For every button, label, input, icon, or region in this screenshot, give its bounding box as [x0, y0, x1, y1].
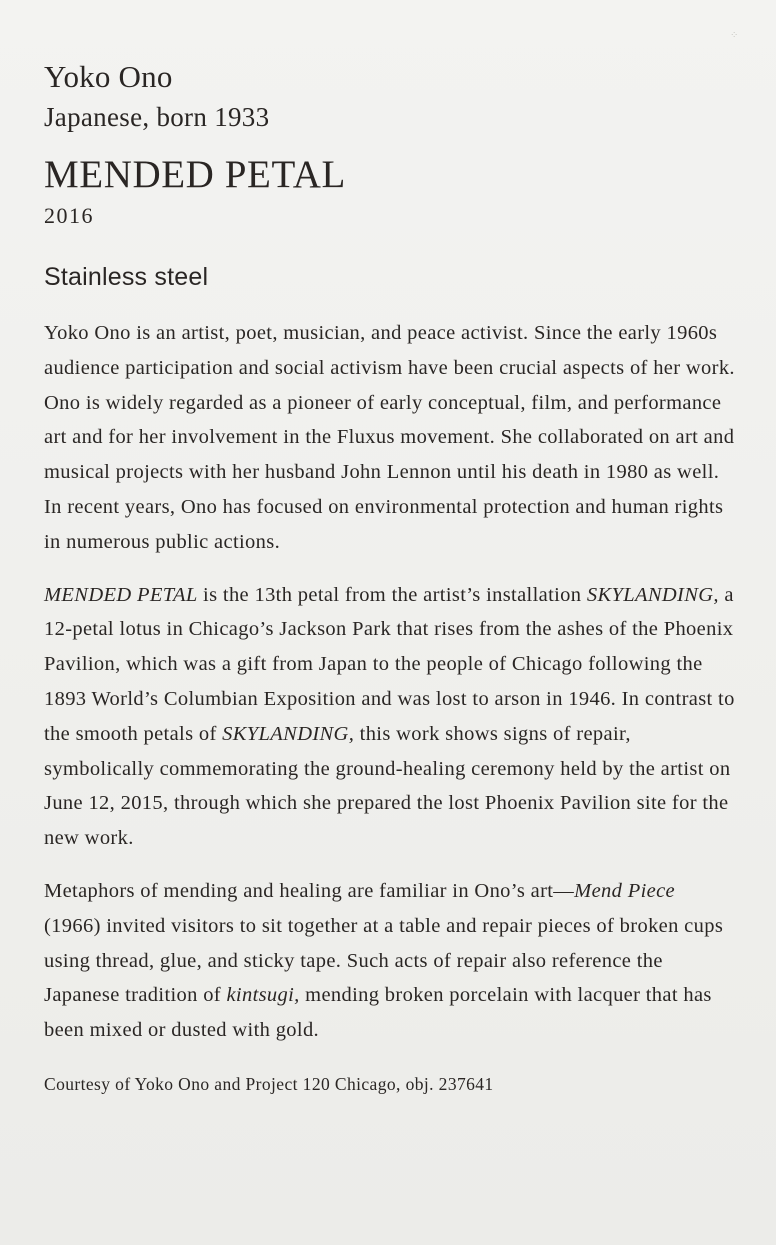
- italic-text-segment: SKYLANDING,: [222, 722, 355, 745]
- description-paragraph-2: [44, 578, 736, 856]
- text-segment: this work shows signs of repair, symbolically commemorating the ground-healing ceremony held by the artist on June 12, 2015, through which she prepared the lost Phoenix Pavilion site for the new work.: [44, 722, 731, 850]
- artwork-medium: Stainless steel: [44, 263, 209, 291]
- text-segment: mending broken porcelain with lacquer that has been mixed or dusted with gold.: [44, 984, 712, 1042]
- artwork-title: MENDED PETAL: [44, 153, 346, 196]
- text-segment: a 12-petal lotus in Chicago’s Jackson Park that rises from the ashes of the Phoenix Pavilion, which was a gift from Japan to the people of Chicago following the 1893 World’s Columbian Exposition and was lost to arson in 1946. In contrast to the smooth petals of: [44, 583, 735, 745]
- credit-line: Courtesy of Yoko Ono and Project 120 Chicago, obj. 237641: [44, 1073, 494, 1094]
- italic-text-segment: Mend Piece: [574, 879, 675, 902]
- description-paragraph-3: [44, 874, 736, 1048]
- text-segment: is the 13th petal from the artist’s installation: [197, 583, 587, 606]
- italic-text-segment: kintsugi,: [226, 984, 300, 1007]
- text-segment: Yoko Ono is an artist, poet, musician, and peace activist. Since the early 1960s audience participation and social activism have been crucial aspects of her work. Ono is widely regarded as a pioneer of early conceptual, film, and performance art and for her involvement in the Fluxus movement. She collaborated on art and musical projects with her husband John Lennon until his death in 1980 as well. In recent years, Ono has focused on environmental protection and human rights in numerous public actions.: [44, 322, 735, 553]
- description-paragraph-1: [44, 316, 736, 560]
- text-segment: (1966) invited visitors to sit together at a table and repair pieces of broken cups using thread, glue, and sticky tape. Such acts of repair also reference the Japanese tradition of: [44, 914, 724, 1007]
- text-segment: Metaphors of mending and healing are familiar in Ono’s art—: [44, 879, 575, 902]
- italic-text-segment: MENDED PETAL: [44, 583, 198, 606]
- artist-name: Yoko Ono: [44, 59, 173, 94]
- paper-speck-decoration: ⁘: [730, 30, 739, 41]
- artist-nationality: Japanese, born 1933: [44, 102, 270, 132]
- artwork-year: 2016: [44, 203, 94, 228]
- italic-text-segment: SKYLANDING,: [586, 583, 719, 606]
